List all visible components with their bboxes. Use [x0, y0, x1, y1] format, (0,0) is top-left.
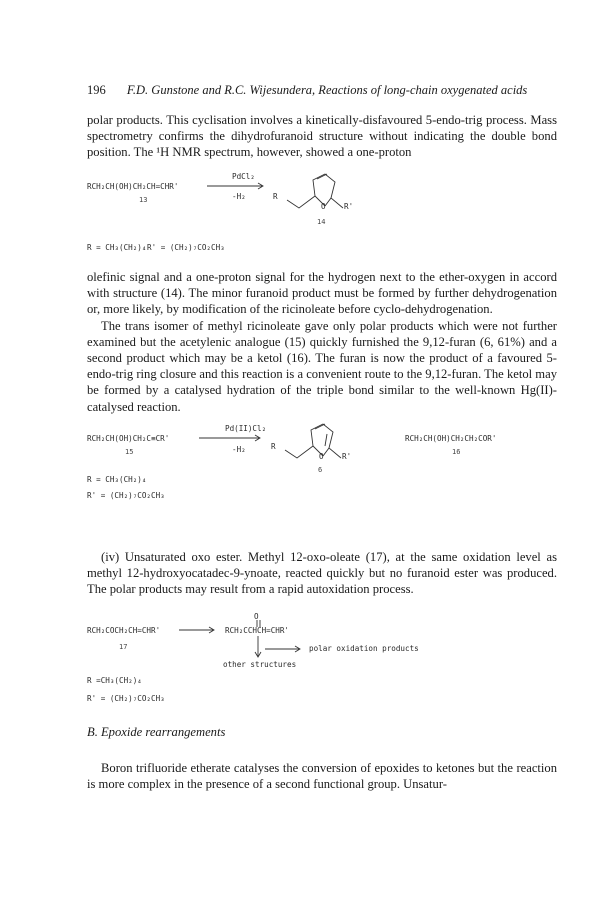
- paragraph-4-text: (iv) Unsaturated oxo ester. Methyl 12-oxo-oleate (17), at the same oxidation level as methyl 12-hydroxyocatadec-9-ynoate, reacted quickly but no furanoid ester was produced. The polar products may result from a rapid autoxidation process.: [87, 550, 557, 597]
- paragraph-2: [87, 269, 557, 415]
- scheme2-reagent: Pd(II)Cl₂: [225, 424, 267, 433]
- scheme-1: [87, 168, 557, 263]
- section-heading-b: B. Epoxide rearrangements: [87, 725, 226, 739]
- scheme2-ring-rp: R': [342, 452, 352, 461]
- scheme2-reactant-number: 15: [125, 448, 134, 456]
- paragraph-5: [87, 760, 557, 792]
- paragraph-3-text: The trans isomer of methyl ricinoleate gave only polar products which were not further examined but the acetylenic analogue (15) quickly furnished the 9,12-furan (6, 61%) and a second product which may be a ketol (16). The furan is now the product of a favoured 5-endo-trig ring closure and this reaction is a convenient route to the 9,12-furan. The ketol may be formed by a catalysed hydration of the triple bond similar to the well-known Hg(II)-catalysed reaction.: [87, 318, 557, 414]
- scheme3-rp-definition: R' = (CH₂)₇CO₂CH₃: [87, 694, 165, 703]
- paragraph-1: [87, 112, 557, 161]
- scheme1-arrow: [207, 180, 267, 190]
- running-header: [87, 83, 527, 98]
- scheme-2: [87, 418, 557, 508]
- running-title: F.D. Gunstone and R.C. Wijesundera, Reactions of long-chain oxygenated acids: [126, 83, 528, 97]
- scheme1-ring-rp: R': [344, 202, 354, 211]
- scheme3-side-arrow: [265, 644, 305, 654]
- page-number: 196: [87, 83, 106, 97]
- scheme1-ring-r: R: [273, 192, 278, 201]
- paragraph-2-text: olefinic signal and a one-proton signal for the hydrogen next to the ether-oxygen in accord with structure (14). The minor furanoid product must be formed by further dehydrogenation or, more likely, by modification of the ricinoleate before cyclo-dehydrogenation.: [87, 270, 557, 317]
- scheme2-reactant: RCH₂CH(OH)CH₂C≡CR': [87, 434, 170, 443]
- scheme3-other-structures: other structures: [223, 660, 297, 669]
- scheme3-reactant-number: 17: [119, 643, 128, 651]
- scheme3-carbonyl-o: O: [254, 612, 259, 621]
- scheme2-rp-definition: R' = (CH₂)₇CO₂CH₃: [87, 491, 165, 500]
- scheme3-polar-products: polar oxidation products: [309, 644, 419, 653]
- scheme3-reactant: RCH₂COCH₂CH=CHR': [87, 626, 161, 635]
- scheme2-ring-r: R: [271, 442, 276, 451]
- scheme1-reactant-number: 13: [139, 196, 148, 204]
- scheme1-rp-definition: R' = (CH₂)₇CO₂CH₃: [147, 243, 225, 252]
- scheme1-ring-o: O: [321, 202, 326, 211]
- scheme2-r-definition: R = CH₃(CH₂)₄: [87, 475, 147, 484]
- scheme2-ring-o: O: [319, 452, 324, 461]
- scheme1-reagent: PdCl₂: [232, 172, 255, 181]
- scheme2-ketol: RCH₂CH(OH)CH₂CH₂COR': [405, 434, 497, 443]
- scheme1-r-definition: R = CH₃(CH₂)₄: [87, 243, 147, 252]
- paragraph-4: [87, 549, 557, 598]
- scheme1-reactant: RCH₂CH(OH)CH₂CH=CHR': [87, 182, 179, 191]
- scheme3-arrow: [179, 624, 219, 634]
- scheme-3: [87, 612, 557, 707]
- paragraph-5-text: Boron trifluoride etherate catalyses the conversion of epoxides to ketones but the reaction is more complex in the presence of a second functional group. Unsatur-: [87, 761, 557, 792]
- scheme3-r-definition: R =CH₃(CH₂)₄: [87, 676, 142, 685]
- paragraph-1-text: polar products. This cyclisation involves a kinetically-disfavoured 5-endo-trig process. Mass spectrometry confirms the dihydrofuranoid structure without indicating the double bond position. The ¹H NMR spectrum, however, showed a one-proton: [87, 113, 557, 160]
- scheme1-byproduct: -H₂: [232, 192, 246, 201]
- scheme3-product: RCH₂CCHCH=CHR': [225, 626, 290, 635]
- scheme1-product-number: 14: [317, 218, 326, 226]
- scheme3-down-arrow: [253, 636, 263, 658]
- scheme2-ketol-number: 16: [452, 448, 461, 456]
- scheme2-arrow: [199, 432, 265, 442]
- scheme2-product-number: 6: [318, 466, 323, 474]
- scheme2-byproduct: -H₂: [232, 445, 246, 454]
